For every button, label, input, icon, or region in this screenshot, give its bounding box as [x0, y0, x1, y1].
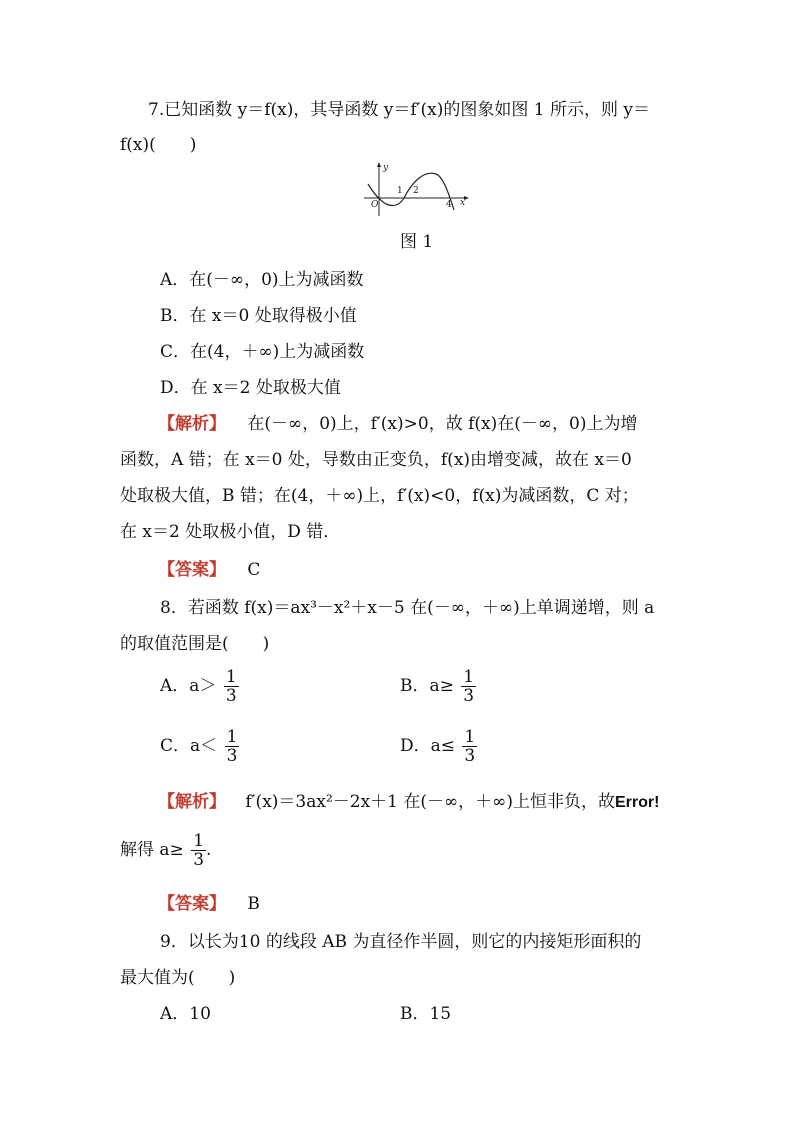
q7-option-c: C．在(4，＋∞)上为减函数 — [160, 342, 365, 362]
fraction-numerator: 1 — [226, 727, 238, 747]
fraction-denominator: 3 — [463, 686, 475, 706]
q8-analysis-label: 【解析】 — [158, 792, 226, 812]
q8-solve-suffix: . — [206, 840, 212, 860]
q8-answer-label: 【答案】 — [158, 894, 226, 914]
q7-option-a: A．在(－∞，0)上为减函数 — [160, 270, 364, 290]
q9-stem-line-2: 最大值为( ) — [120, 968, 236, 988]
q8-analysis-text: f′(x)＝3ax²－2x＋1 在(－∞，＋∞)上恒非负，故 — [245, 792, 615, 812]
tick-label-1: 1 — [397, 186, 403, 196]
q8-option-d — [400, 728, 477, 765]
y-axis-arrow — [377, 162, 381, 167]
fraction-numerator: 1 — [464, 727, 476, 747]
q8-option-d-prefix: D．a≤ — [400, 736, 456, 756]
q7-analysis-label: 【解析】 — [158, 414, 226, 434]
q7-answer-value: C — [247, 560, 261, 580]
x-axis-label: x — [460, 198, 466, 208]
fraction-numerator: 1 — [193, 831, 205, 851]
q8-answer-value: B — [247, 894, 260, 914]
q7-option-d: D．在 x＝2 处取极大值 — [160, 378, 341, 398]
q8-solve-fraction — [191, 832, 206, 869]
q8-option-b-prefix: B．a≥ — [400, 676, 454, 696]
q8-option-a-fraction — [224, 668, 239, 705]
q7-analysis-text-1: 在(－∞，0)上，f′(x)>0，故 f(x)在(－∞，0)上为增 — [247, 414, 638, 434]
q8-option-b — [400, 668, 476, 705]
q7-number: 7. — [148, 100, 165, 120]
q9-option-b: B．15 — [400, 1004, 452, 1024]
q8-stem-line-2: 的取值范围是( ) — [120, 634, 270, 654]
q8-answer-line — [158, 892, 260, 916]
q8-option-d-fraction — [462, 728, 477, 765]
q8-option-c-fraction — [225, 728, 240, 765]
q9-option-a: A．10 — [160, 1004, 211, 1024]
q8-option-c-prefix: C．a＜ — [160, 736, 218, 756]
fraction-numerator: 1 — [463, 667, 475, 687]
q7-stem-line-1 — [148, 98, 650, 122]
q7-analysis-line-3: 处取极大值，B 错；在(4，＋∞)上，f′(x)<0，f(x)为减函数，C 对； — [120, 486, 639, 506]
y-axis-label: y — [383, 163, 389, 173]
fraction-numerator: 1 — [225, 667, 237, 687]
fraction-denominator: 3 — [225, 686, 237, 706]
q8-analysis-line-1 — [158, 790, 659, 815]
q7-analysis-line-1 — [158, 412, 638, 436]
fraction-denominator: 3 — [193, 850, 205, 870]
q8-option-c — [160, 728, 239, 765]
tick-label-2: 2 — [413, 186, 419, 196]
fraction-denominator: 3 — [226, 746, 238, 766]
q7-option-b: B．在 x＝0 处取得极小值 — [160, 306, 357, 326]
q7-analysis-line-4: 在 x＝2 处取极小值，D 错． — [120, 522, 341, 542]
q7-stem-line-2: f(x)( ) — [120, 135, 197, 155]
q8-option-b-fraction — [461, 668, 476, 705]
q7-stem-text: 已知函数 y＝f(x)，其导函数 y＝f′(x)的图象如图 1 所示，则 y＝ — [164, 100, 651, 120]
tick-label-4: 4 — [446, 200, 452, 210]
q7-answer-line — [158, 558, 260, 582]
q7-answer-label: 【答案】 — [158, 560, 226, 580]
q8-option-a-prefix: A．a＞ — [160, 676, 217, 696]
q9-stem-line-1: 9．以长为10 的线段 AB 为直径作半圆，则它的内接矩形面积的 — [160, 932, 642, 952]
figure-1-derivative-graph — [360, 160, 472, 218]
q7-analysis-line-2: 函数，A 错；在 x＝0 处，导数由正变负，f(x)由增变减，故在 x＝0 — [120, 450, 632, 470]
q8-stem-line-1: 8．若函数 f(x)＝ax³－x²＋x－5 在(－∞，＋∞)上单调递增，则 a — [160, 598, 655, 618]
error-text: Error! — [614, 794, 660, 811]
fraction-denominator: 3 — [464, 746, 476, 766]
q8-solve-prefix: 解得 a≥ — [120, 840, 184, 860]
origin-label: O — [371, 200, 379, 210]
q8-analysis-line-2 — [120, 832, 211, 869]
derivative-curve — [368, 173, 454, 210]
q8-option-a — [160, 668, 239, 705]
figure-1-caption: 图 1 — [400, 232, 434, 252]
